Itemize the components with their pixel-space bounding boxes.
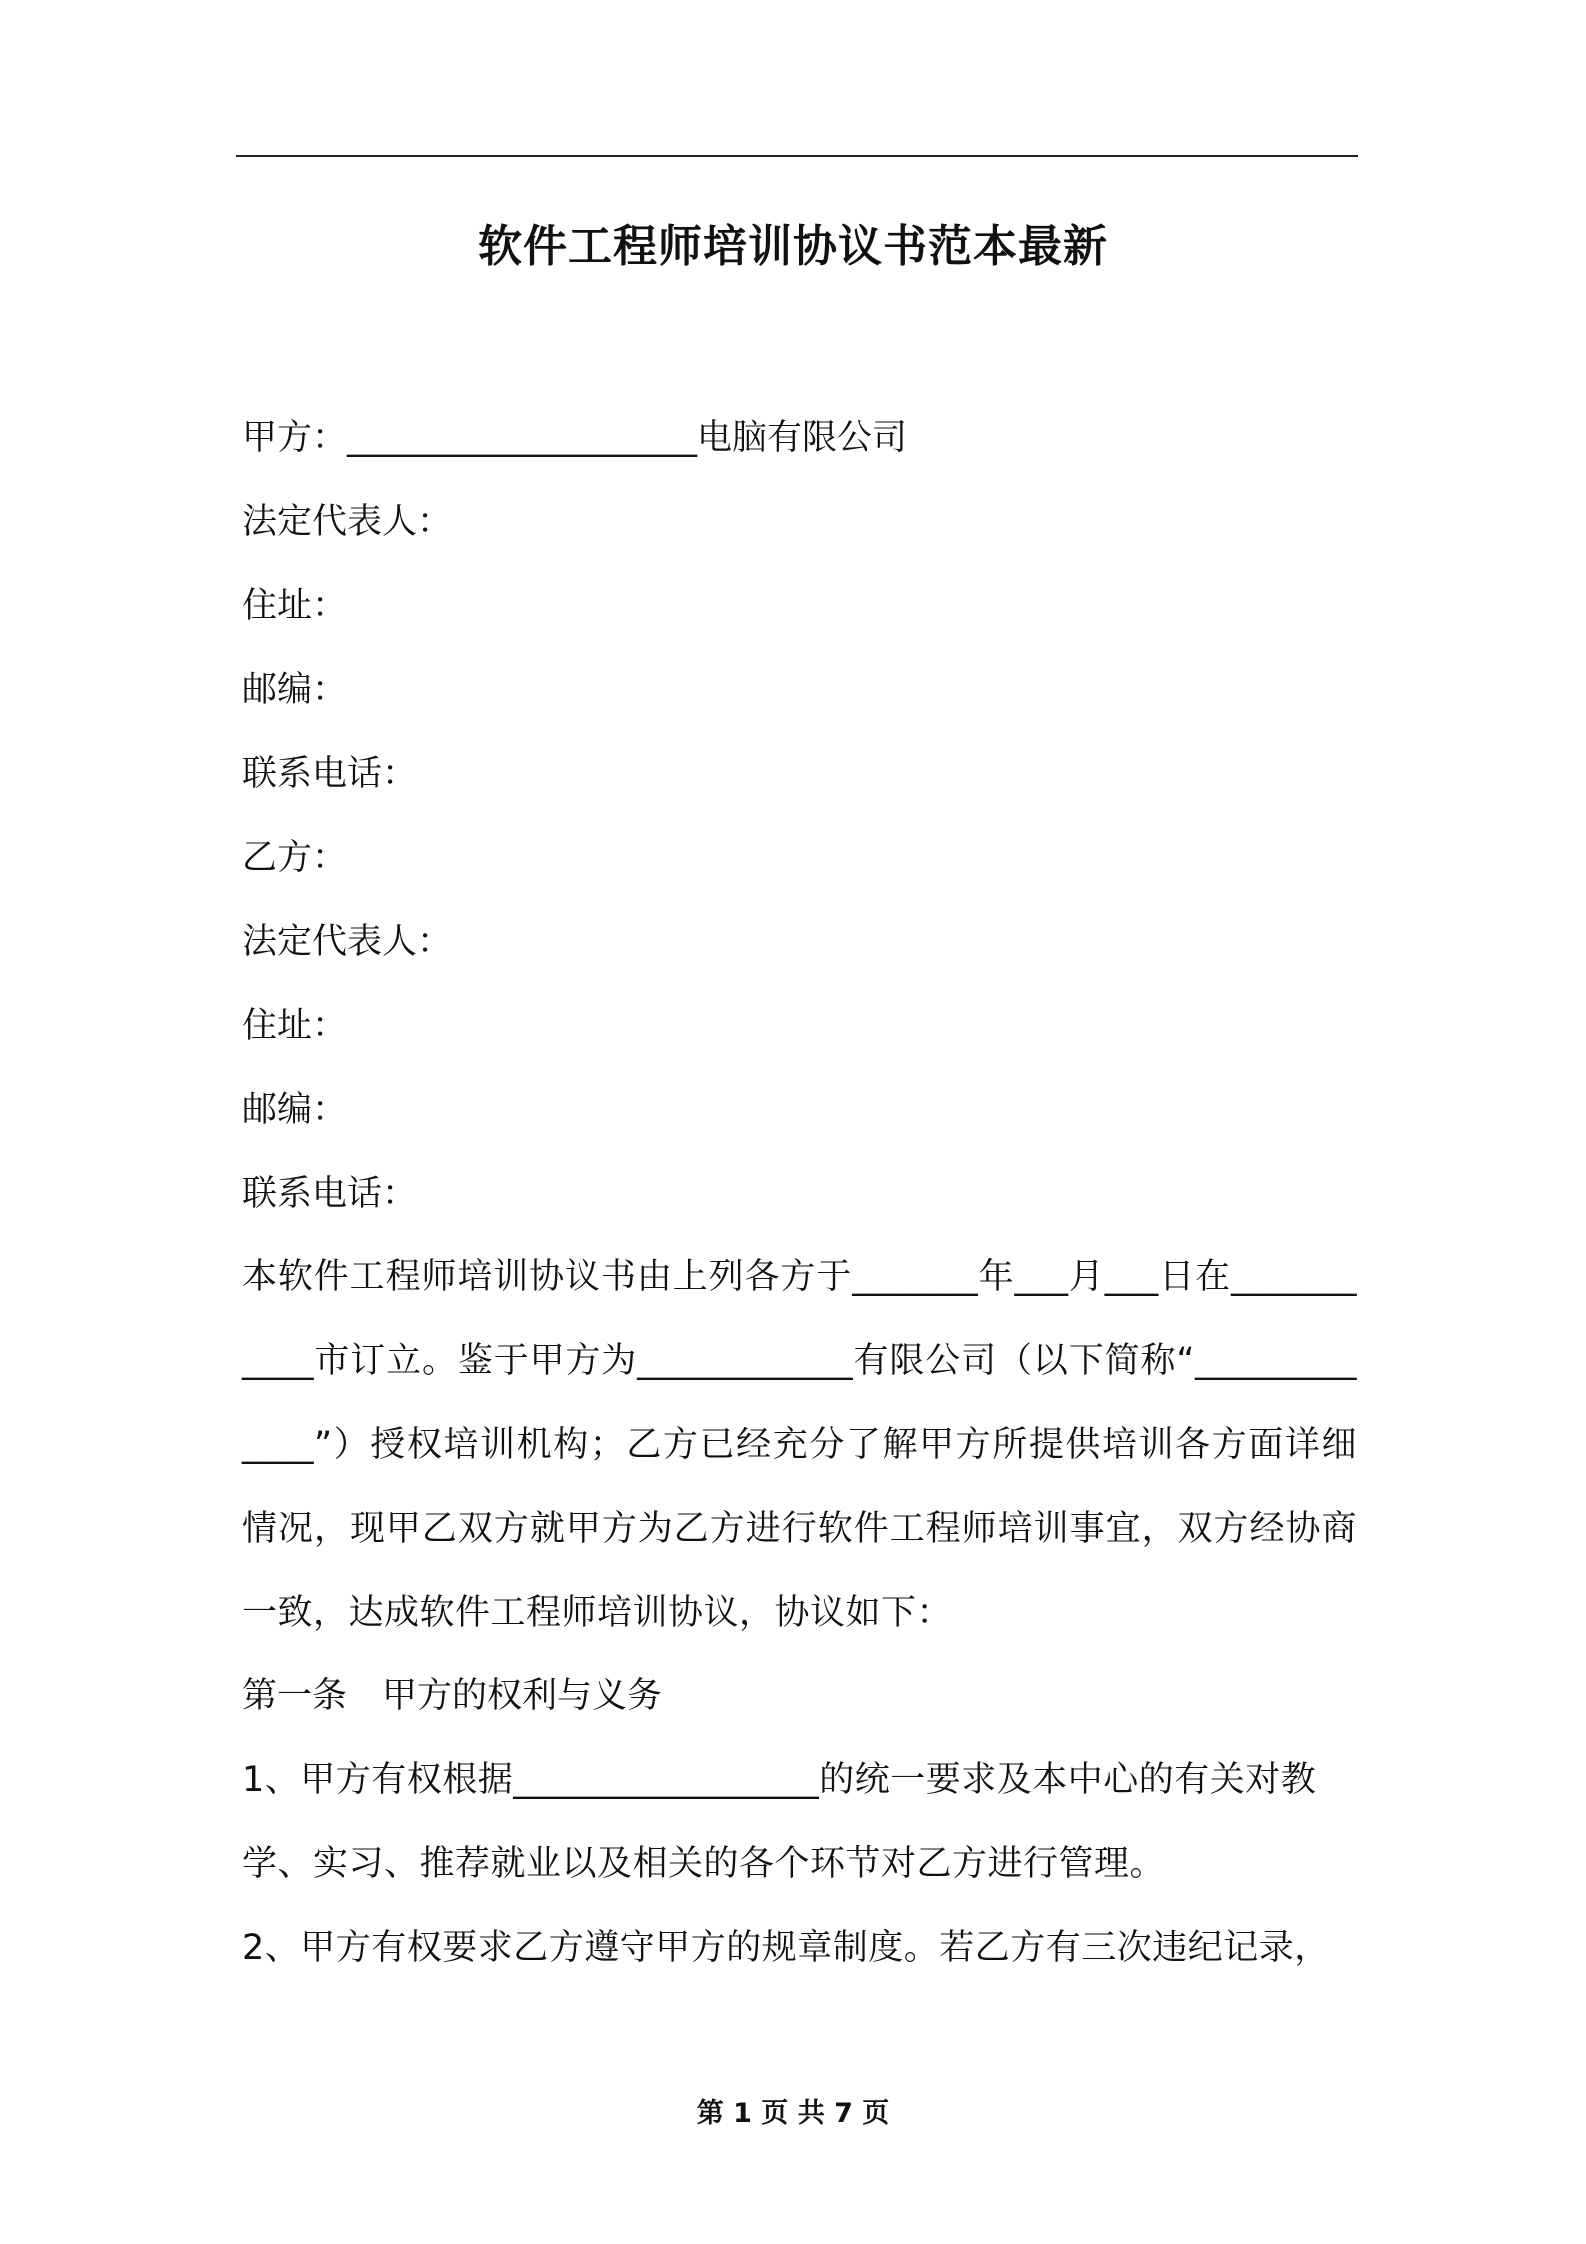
header-rule [236, 155, 1358, 157]
party-b-postcode: 邮编： [242, 1090, 348, 1130]
party-info-block [242, 396, 1357, 1236]
article-1-clause-1: 1、甲方有权根据_________________的统一要求及本中心的有关对教学、实习、推荐就业以及相关的各个环节对乙方进行管理。 [242, 1760, 1317, 1884]
party-a-postcode: 邮编： [242, 670, 348, 710]
party-a-phone: 联系电话： [242, 754, 418, 794]
article-1-clause-2: 2、甲方有权要求乙方遵守甲方的规章制度。若乙方有三次违纪记录， [242, 1928, 1330, 1968]
document-title: 软件工程师培训协议书范本最新 [478, 221, 1108, 272]
party-a-legal-rep: 法定代表人： [242, 502, 453, 542]
party-b-label: 乙方： [242, 838, 348, 878]
party-b-phone: 联系电话： [242, 1174, 418, 1214]
party-a-line [242, 396, 1357, 480]
article-1-heading: 第一条 甲方的权利与义务 [242, 1676, 663, 1716]
party-a-label: 甲方： [242, 418, 348, 458]
page-number-footer: 第 1 页 共 7 页 [696, 2098, 890, 2129]
party-a-value: ____________________电脑有限公司 [347, 418, 908, 458]
party-b-address: 住址： [242, 1006, 348, 1046]
party-b-legal-rep: 法定代表人： [242, 922, 453, 962]
party-a-address: 住址： [242, 586, 348, 626]
preamble-paragraph: 本软件工程师培训协议书由上列各方于_______年___月___日在___________市订立。鉴于甲方为____________有限公司（以下简称“_____________”）授权培训机构；乙方已经充分了解甲方所提供培训各方面详细情况，现甲乙双方就甲方为乙方进行软件工程师培训事宜，双方经协商一致，达成软件工程师培训协议，协议如下： [242, 1257, 1357, 1633]
